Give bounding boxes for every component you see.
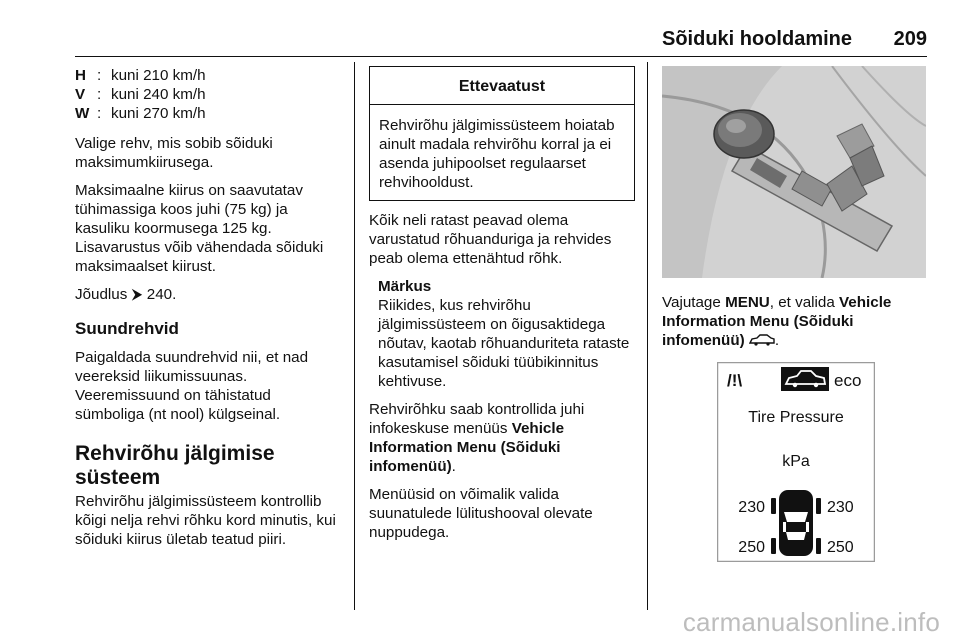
header-rule [75,56,927,57]
tire-front-left-value: 230 [738,499,765,516]
note-text: Riikides, kus rehvirõhu jälgimissüsteem on õigusaktidega nõutav, kaotab rõhuanduriteta rataste kasutamisel sõiduki tüübikinnitus kehtivuse. [378,297,630,390]
tire-pressure-display [717,362,875,562]
display-title: Tire Pressure [748,409,844,426]
paragraph-performance-ref: Jõudlus ⮞ 240. [75,286,177,303]
heading-directional-tyres: Suundrehvid [75,319,179,338]
column-2 [369,66,635,551]
speed-code: V [75,86,86,103]
speed-value: kuni 210 km/h [111,67,206,84]
paragraph-check-pressure [369,400,635,476]
car-icon [749,334,775,346]
column-divider-right [647,62,648,610]
warning-slash-icon [727,371,742,390]
speed-rating-list [75,66,343,123]
page-header-title: Sõiduki hooldamine [661,28,852,50]
text-run: Rehvirõhku saab kontrollida juhi infokeskuse menüüs [369,401,585,437]
speed-value: kuni 270 km/h [111,105,206,122]
speed-colon: : [97,86,102,103]
caution-title: Ettevaatust [370,67,634,105]
heading-tyre-pressure-monitoring: Rehvirõhu jälgimise süsteem [75,442,275,489]
column-1 [75,66,343,558]
caution-text: Rehvirõhu jälgimissüsteem hoiatab ainult madala rehvirõhu korral ja ei asenda juhipoolset regulaarset rehvihooldust. [379,117,615,191]
menu-name-bold: Vehicle Information Menu (Sõiduki infomenüü) [369,420,565,475]
speed-code: W [75,105,90,122]
speed-colon: : [97,67,102,84]
svg-text:/!\: /!\ [727,371,743,390]
paragraph-menu-selection: Menüüsid on võimalik valida suunatulede lülitushooval olevate nuppudega. [369,486,593,541]
column-divider-left [354,62,355,610]
speed-rating-row [75,104,343,123]
paragraph-max-speed: Maksimaalne kiirus on saavutatav tühimassiga koos juhi (75 kg) ja kasuliku koormusega 125 kg. Lisavarustus võib vähendada sõiduki maksimaalset kiirust. [75,182,324,275]
turn-signal-stalk-photo [662,66,926,278]
column-3 [662,66,926,359]
paragraph-monitoring-intro: Rehvirõhu jälgimissüsteem kontrollib kõigi nelja rehvi rõhku kord minutis, kui sõiduki kiirus ületab teatud piiri. [75,493,336,548]
note-title: Märkus [378,278,432,295]
speed-colon: : [97,105,102,122]
paragraph-sensors: Kõik neli ratast peavad olema varustatud rõhuanduriga ja rehvides peab olema ettenähtud rõhk. [369,212,612,267]
text-run: . [451,458,456,475]
speed-code: H [75,67,86,84]
text-run: . [774,332,780,349]
watermark: carmanualsonline.info [682,607,940,637]
speed-value: kuni 240 km/h [111,86,206,103]
menu-button-label: MENU [725,294,770,311]
tire-front-right-value: 230 [827,499,854,516]
speed-rating-row [75,85,343,104]
menu-name-bold: Vehicle Information Menu (Sõiduki infomenüü) [662,294,892,349]
paragraph-press-menu [662,293,926,350]
speed-rating-row [75,66,343,85]
caution-box [369,66,635,201]
paragraph-tyre-choice: Valige rehv, mis sobib sõiduki maksimumkiirusega. [75,135,273,171]
page-number: 209 [893,28,927,50]
text-run: Vajutage [662,294,726,311]
eco-tab: eco [834,371,862,390]
tire-rear-right-value: 250 [827,539,854,556]
note-block [378,277,635,391]
text-run: , et valida [769,294,840,311]
pressure-unit: kPa [782,453,810,470]
tire-rear-left-value: 250 [738,539,765,556]
paragraph-directional-tyres: Paigaldada suundrehvid nii, et nad veereksid liikumissuunas. Veeremissuund on tähistatud sümboliga (nt nool) külgseinal. [75,349,309,423]
